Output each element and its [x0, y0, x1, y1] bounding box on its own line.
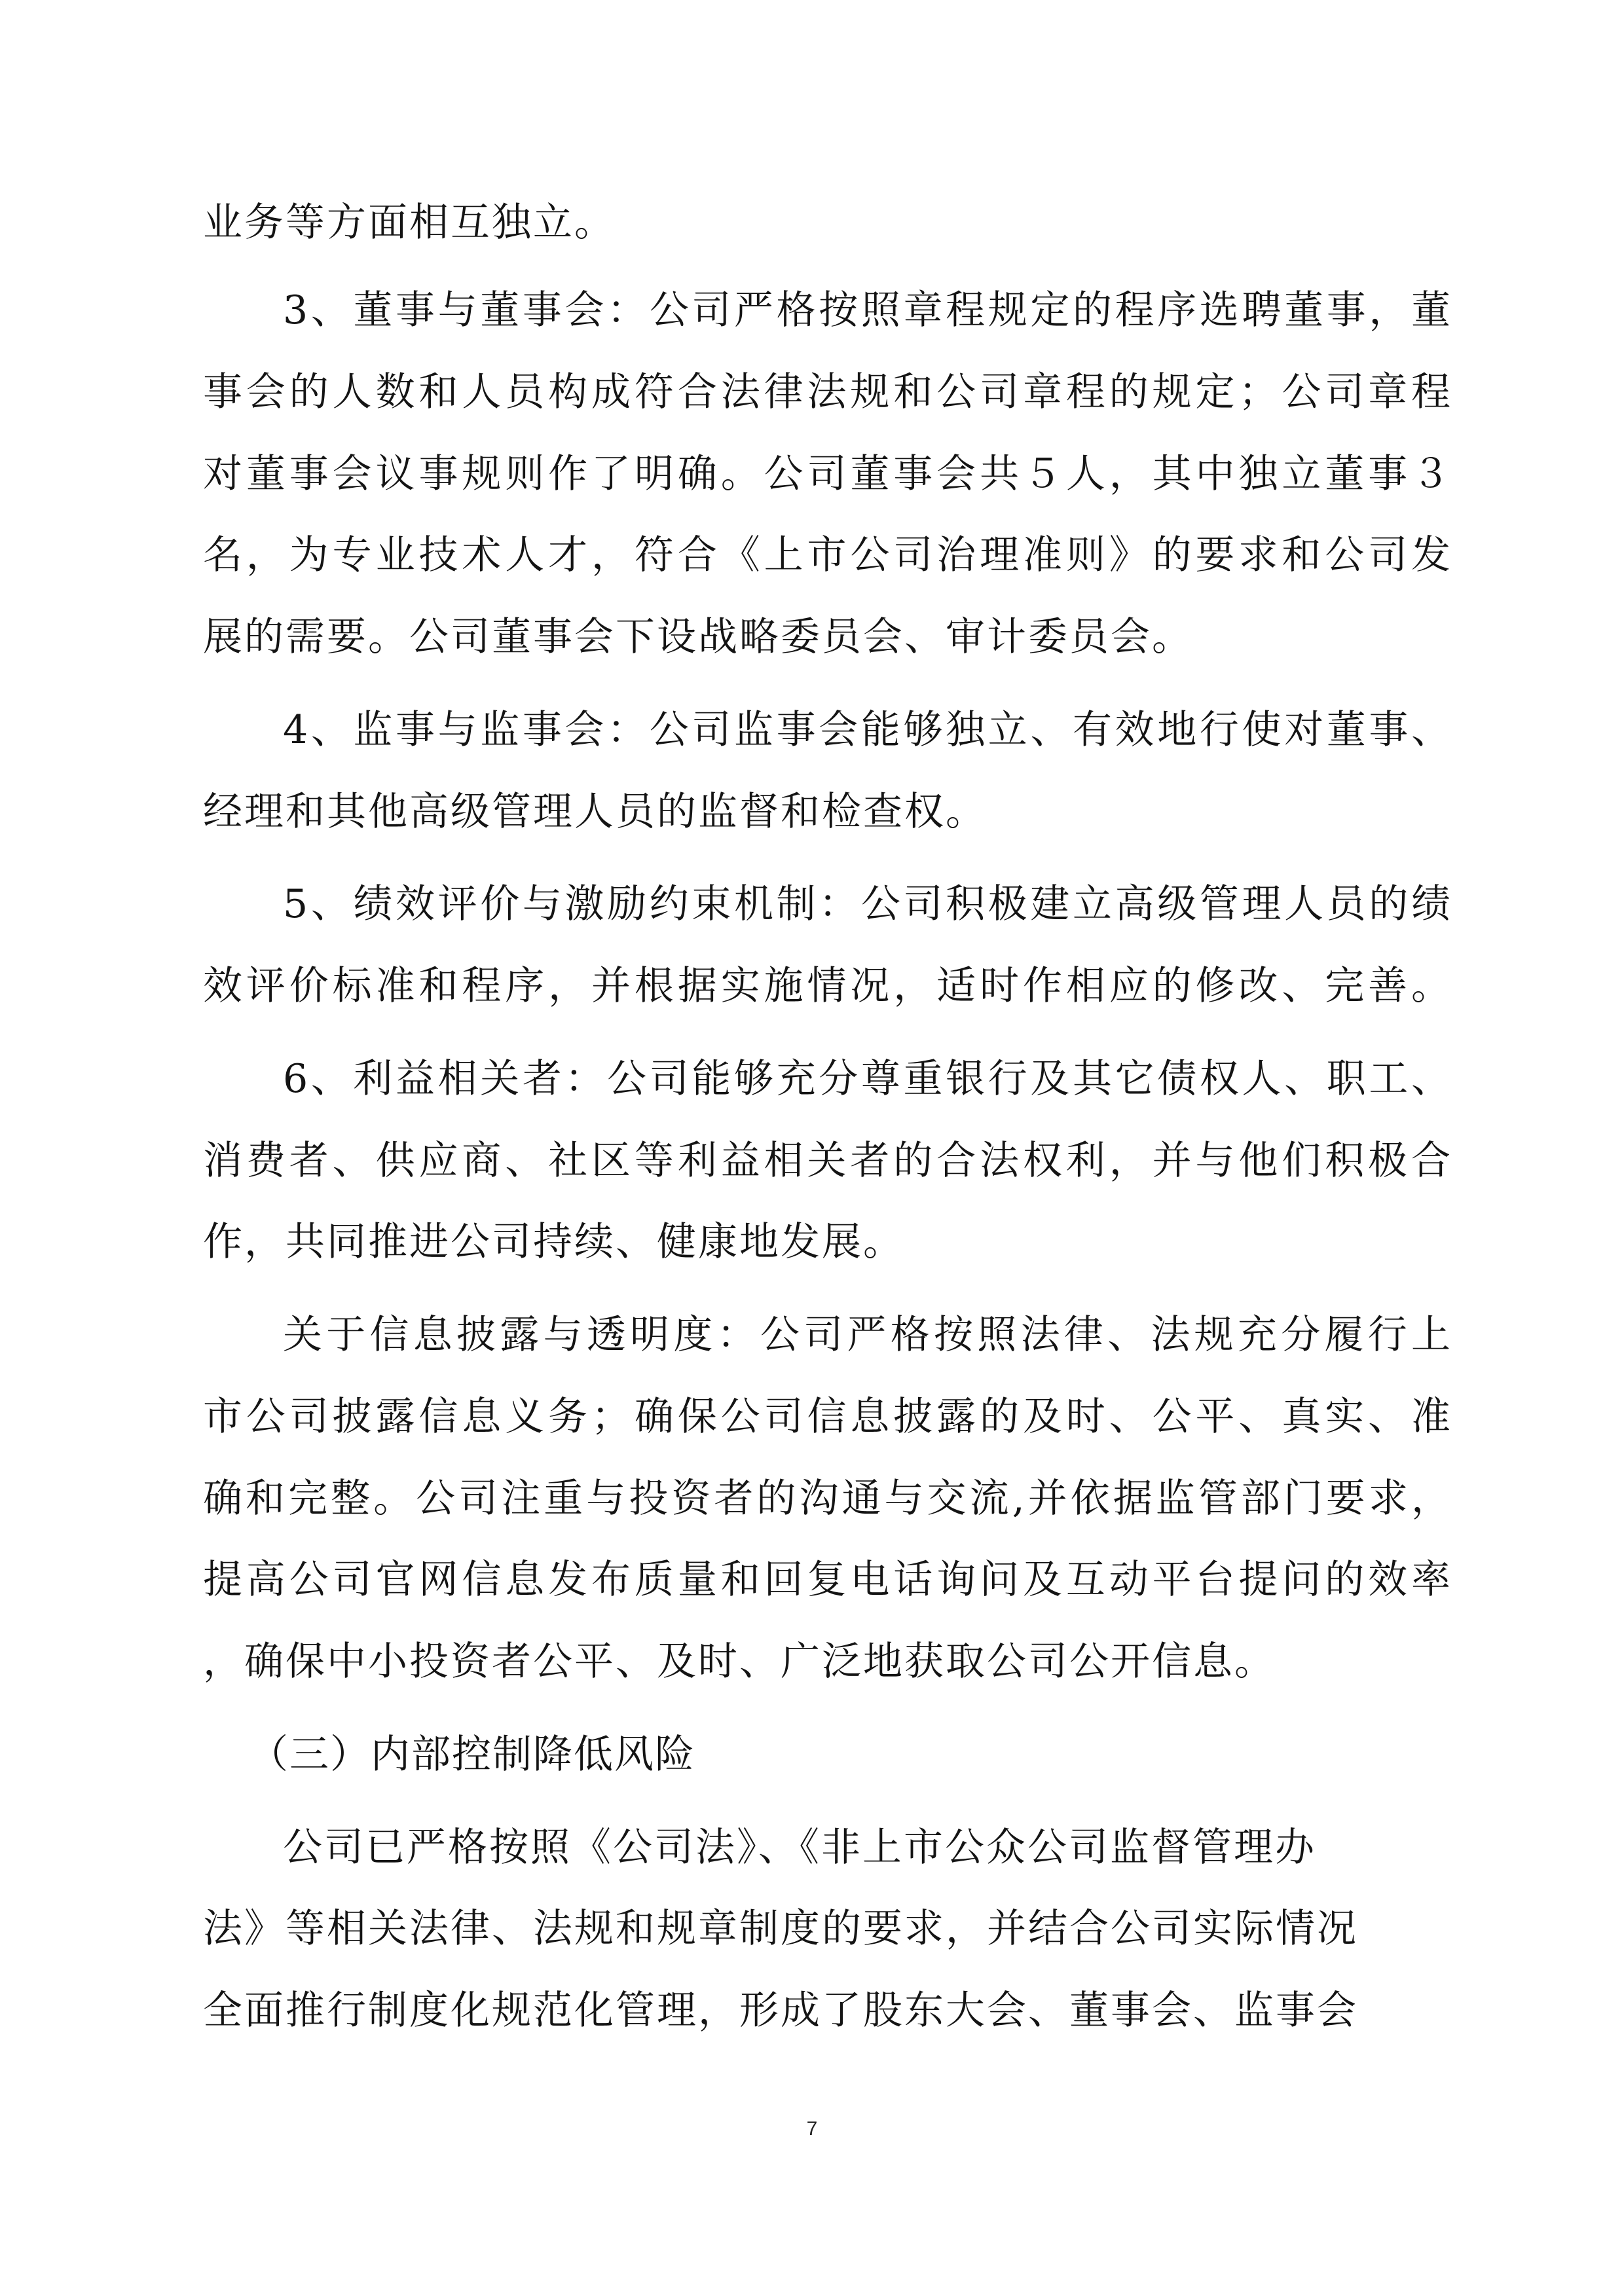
paragraph-supervisors-line: 经理和其他高级管理人员的监督和检查权。	[203, 789, 987, 835]
paragraph-directors-line: 名，为专业技术人才，符合《上市公司治理准则》的要求和公司发	[203, 532, 1450, 578]
paragraph-disclosure-line: 关于信息披露与透明度：公司严格按照法律、法规充分履行上	[283, 1312, 1450, 1358]
page-number: 7	[806, 2118, 818, 2140]
paragraph-disclosure-line: 确和完整。公司注重与投资者的沟通与交流,并依据监管部门要求，	[203, 1476, 1450, 1522]
paragraph-stakeholders-line: 6、利益相关者：公司能够充分尊重银行及其它债权人、职工、	[283, 1056, 1450, 1102]
paragraph-directors-line: 3、董事与董事会：公司严格按照章程规定的程序选聘董事，董	[283, 287, 1450, 333]
paragraph-directors-line: 展的需要。公司董事会下设战略委员会、审计委员会。	[203, 614, 1193, 660]
section-heading: （三）内部控制降低风险	[249, 1732, 695, 1777]
paragraph-disclosure-line: ，确保中小投资者公平、及时、广泛地获取公司公开信息。	[203, 1639, 1276, 1685]
paragraph-disclosure-line: 市公司披露信息义务；确保公司信息披露的及时、公平、真实、准	[203, 1394, 1450, 1440]
paragraph-stakeholders-line: 作，共同推进公司持续、健康地发展。	[203, 1219, 904, 1265]
paragraph-stakeholders-line: 消费者、供应商、社区等利益相关者的合法权利，并与他们积极合	[203, 1138, 1450, 1184]
paragraph-supervisors-line: 4、监事与监事会：公司监事会能够独立、有效地行使对董事、	[283, 707, 1450, 753]
paragraph-disclosure-line: 提高公司官网信息发布质量和回复电话询问及互动平台提问的效率	[203, 1557, 1450, 1603]
paragraph-directors-line: 事会的人数和人员构成符合法律法规和公司章程的规定；公司章程	[203, 369, 1450, 415]
paragraph-directors-line: 对董事会议事规则作了明确。公司董事会共５人，其中独立董事３	[203, 451, 1450, 497]
paragraph-performance-line: 效评价标准和程序，并根据实施情况，适时作相应的修改、完善。	[203, 963, 1450, 1009]
paragraph-performance-line: 5、绩效评价与激励约束机制：公司积极建立高级管理人员的绩	[283, 881, 1450, 927]
paragraph-internal-control-line: 公司已严格按照《公司法》、《非上市公众公司监督管理办	[283, 1825, 1316, 1870]
paragraph-internal-control-line: 全面推行制度化规范化管理，形成了股东大会、董事会、监事会	[203, 1988, 1358, 2033]
body-text-line: 业务等方面相互独立。	[203, 200, 616, 246]
paragraph-internal-control-line: 法》等相关法律、法规和规章制度的要求，并结合公司实际情况	[203, 1906, 1358, 1952]
